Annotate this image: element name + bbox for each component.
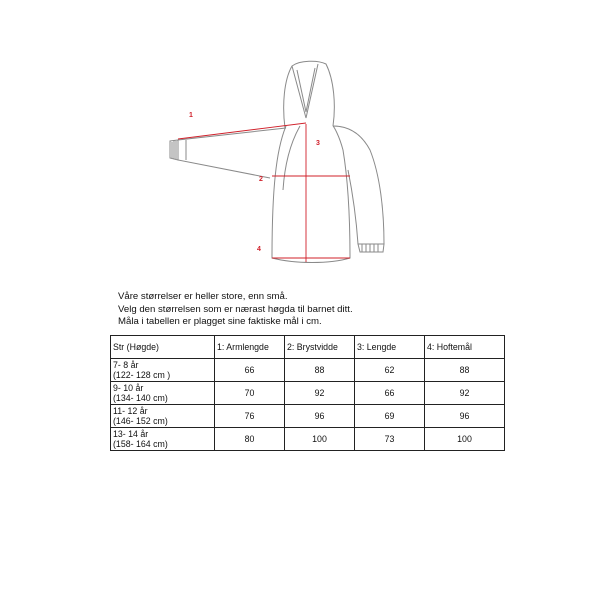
size-cell bbox=[111, 382, 215, 405]
value-cell: 62 bbox=[355, 359, 425, 382]
size-cell bbox=[111, 405, 215, 428]
note-line: Våre størrelser er heller store, enn små. bbox=[118, 291, 288, 302]
header-chest: 2: Brystvidde bbox=[285, 336, 355, 359]
note-line: Måla i tabellen er plagget sine faktiske mål i cm. bbox=[118, 316, 322, 328]
label-armlength: 1 bbox=[189, 112, 193, 119]
size-notes bbox=[118, 291, 353, 329]
value-cell: 66 bbox=[355, 382, 425, 405]
value-cell: 70 bbox=[215, 382, 285, 405]
size-label: 7- 8 år bbox=[113, 360, 139, 370]
value-cell: 76 bbox=[215, 405, 285, 428]
value-cell: 88 bbox=[425, 359, 505, 382]
size-label: 11- 12 år bbox=[113, 406, 148, 416]
value-cell: 96 bbox=[285, 405, 355, 428]
height-label: (122- 128 cm ) bbox=[113, 370, 171, 380]
size-label: 9- 10 år bbox=[113, 383, 144, 393]
header-armlength: 1: Armlengde bbox=[215, 336, 285, 359]
note-line: Velg den størrelsen som er nærast høgda til barnet ditt. bbox=[118, 303, 353, 315]
height-label: (158- 164 cm) bbox=[113, 439, 168, 449]
label-length: 3 bbox=[316, 140, 320, 147]
header-size: Str (Høgde) bbox=[111, 336, 215, 359]
size-table bbox=[110, 335, 505, 451]
header-length: 3: Lengde bbox=[355, 336, 425, 359]
size-label: 13- 14 år bbox=[113, 429, 149, 439]
height-label: (146- 152 cm) bbox=[113, 416, 168, 426]
table-header-row bbox=[111, 336, 505, 359]
value-cell: 66 bbox=[215, 359, 285, 382]
label-chest: 2 bbox=[259, 176, 263, 183]
value-cell: 92 bbox=[425, 382, 505, 405]
value-cell: 100 bbox=[425, 428, 505, 451]
header-hip: 4: Hoftemål bbox=[425, 336, 505, 359]
value-cell: 92 bbox=[285, 382, 355, 405]
table-row bbox=[111, 405, 505, 428]
jacket-outline bbox=[170, 61, 384, 262]
table-row bbox=[111, 359, 505, 382]
value-cell: 69 bbox=[355, 405, 425, 428]
table-row bbox=[111, 428, 505, 451]
height-label: (134- 140 cm) bbox=[113, 393, 168, 403]
value-cell: 96 bbox=[425, 405, 505, 428]
value-cell: 100 bbox=[285, 428, 355, 451]
measurement-lines bbox=[178, 123, 350, 262]
measure-line-armlength bbox=[178, 123, 306, 139]
value-cell: 73 bbox=[355, 428, 425, 451]
value-cell: 80 bbox=[215, 428, 285, 451]
value-cell: 88 bbox=[285, 359, 355, 382]
measurement-labels bbox=[189, 112, 320, 253]
size-cell bbox=[111, 359, 215, 382]
label-hip: 4 bbox=[257, 246, 261, 253]
size-cell bbox=[111, 428, 215, 451]
table-row bbox=[111, 382, 505, 405]
